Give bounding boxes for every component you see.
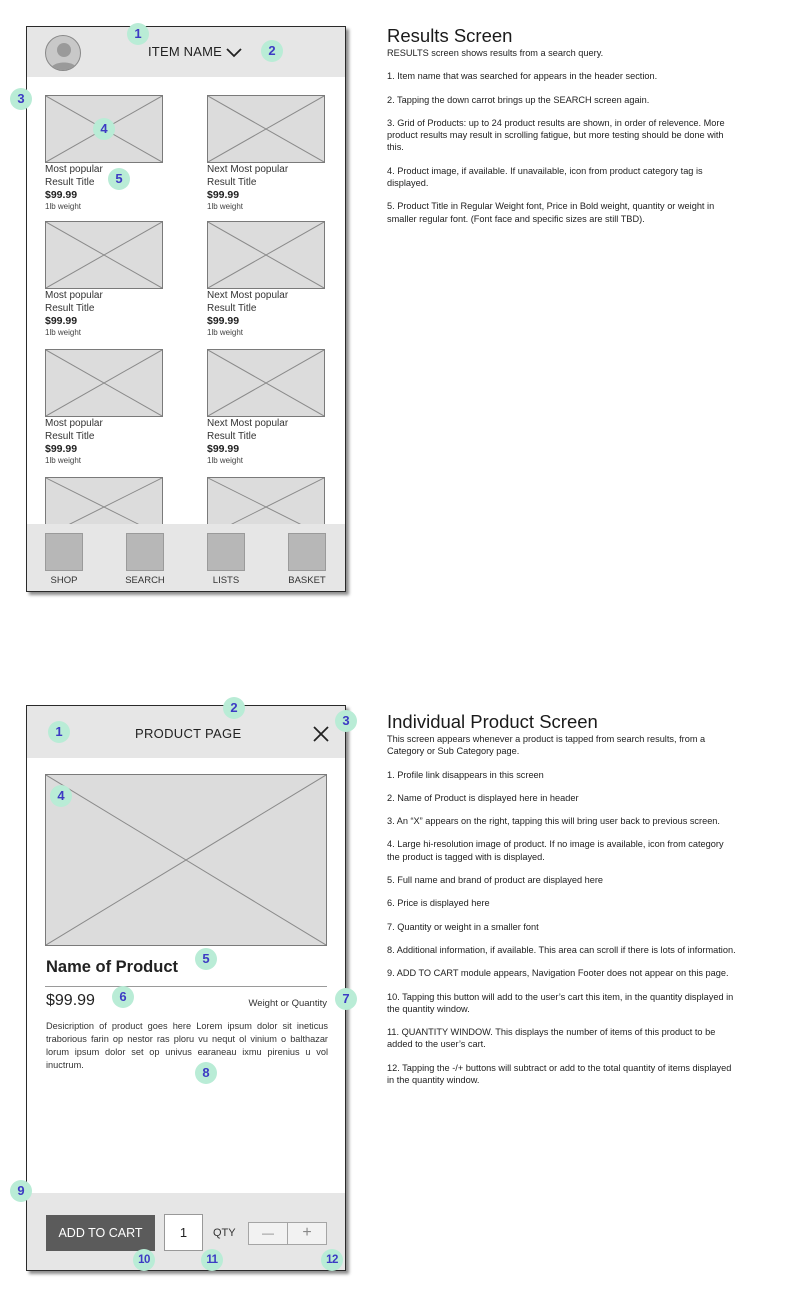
header-item-name: ITEM NAME [148, 44, 223, 59]
annotation-badge: 5 [195, 948, 217, 970]
product-card-text[interactable] [45, 290, 160, 338]
image-placeholder-icon [46, 350, 162, 416]
nav-search-label: SEARCH [125, 575, 165, 586]
annotation-badge: 1 [127, 23, 149, 45]
product-page-title: PRODUCT PAGE [135, 726, 242, 741]
image-placeholder-icon [208, 222, 324, 288]
avatar[interactable] [45, 35, 81, 71]
results-header [27, 27, 345, 77]
annotation-badge: 8 [195, 1062, 217, 1084]
product-title: Most popular [45, 164, 103, 175]
annotation-badge: 5 [108, 168, 130, 190]
note-item: 10. Tapping this button will add to the user’s cart this item, in the quantity displayed in the quantity window. [387, 991, 734, 1014]
note-item: 6. Price is displayed here [387, 898, 490, 909]
note-item: 2. Name of Product is displayed here in header [387, 792, 579, 803]
note-item: 3. Grid of Products: up to 24 product results are shown, in order of relevence. More product results may result in scrolling fatigue, but more testing should be done with this. [387, 117, 725, 153]
product-weight: 1lb weight [45, 455, 82, 465]
note-item: 7. Quantity or weight in a smaller font [387, 921, 539, 932]
product-title: Next Most popular [207, 418, 289, 429]
add-to-cart-module [27, 1193, 345, 1271]
close-icon[interactable] [312, 725, 330, 743]
chevron-down-icon[interactable] [225, 47, 243, 59]
lists-icon [207, 533, 245, 571]
product-price: $99.99 [46, 992, 95, 1009]
note-item: 5. Full name and brand of product are displayed here [387, 875, 604, 886]
annotation-badge: 2 [261, 40, 283, 62]
image-placeholder-icon [46, 775, 326, 945]
note-item: 8. Additional information, if available. This area can scroll if there is lots of information. [387, 944, 736, 955]
weight-or-quantity: Weight or Quantity [248, 998, 327, 1009]
product-title: Most popular [45, 418, 103, 429]
product-card-text[interactable] [207, 290, 322, 338]
results-screen-notes [387, 25, 737, 225]
note-item: 9. ADD TO CART module appears, Navigation Footer does not appear on this page. [387, 968, 729, 979]
product-title: Result Title [45, 430, 95, 442]
annotation-badge: 4 [50, 785, 72, 807]
product-price: $99.99 [45, 315, 78, 327]
nav-shop-label: SHOP [50, 575, 78, 586]
navigation-footer [27, 524, 345, 592]
product-title: Result Title [45, 302, 95, 314]
decrement-button[interactable] [249, 1223, 288, 1244]
product-title: Next Most popular [207, 164, 289, 175]
product-title: Most popular [45, 290, 103, 301]
annotation-badge: 3 [10, 88, 32, 110]
product-price: $99.99 [45, 189, 78, 201]
notes-title: Results Screen [387, 25, 513, 46]
annotation-badge: 9 [10, 1180, 32, 1202]
product-image[interactable] [45, 349, 163, 417]
product-price: $99.99 [45, 443, 78, 455]
annotation-badge: 6 [112, 986, 134, 1008]
profile-icon [46, 36, 81, 71]
results-screen-wireframe [26, 26, 346, 592]
product-weight: 1lb weight [207, 455, 244, 465]
quantity-window[interactable] [164, 1214, 203, 1251]
product-image[interactable] [207, 221, 325, 289]
basket-icon [288, 533, 326, 571]
annotation-badge: 1 [48, 721, 70, 743]
shop-icon [45, 533, 83, 571]
note-item: 1. Item name that was searched for appears in the header section. [387, 71, 658, 82]
product-weight: 1lb weight [207, 327, 244, 337]
plus-icon: + [302, 1224, 312, 1241]
note-item: 4. Large hi-resolution image of product. If no image is available, icon from category the product is tagged with is displayed. [387, 839, 724, 862]
product-price: $99.99 [207, 189, 240, 201]
product-image[interactable] [207, 349, 325, 417]
product-card-text[interactable] [207, 164, 322, 212]
product-card-text[interactable] [45, 418, 160, 466]
annotation-badge: 12 [321, 1249, 343, 1271]
product-card-text[interactable] [45, 164, 160, 212]
product-price: $99.99 [207, 315, 240, 327]
qty-label: QTY [213, 1227, 236, 1239]
annotation-badge: 3 [335, 710, 357, 732]
annotation-badge: 2 [223, 697, 245, 719]
product-weight: 1lb weight [207, 201, 244, 211]
note-item: 2. Tapping the down carrot brings up the SEARCH screen again. [387, 94, 650, 105]
note-item: 5. Product Title in Regular Weight font, Price in Bold weight, quantity or weight in smaller regular font. (Font face and specific sizes are still TBD). [387, 201, 715, 224]
product-card-text[interactable] [207, 418, 322, 466]
quantity-stepper [248, 1222, 327, 1245]
product-title: Next Most popular [207, 290, 289, 301]
product-screen-notes [387, 711, 737, 1086]
product-title: Result Title [45, 176, 95, 188]
product-title: Result Title [207, 176, 257, 188]
note-item: 1. Profile link disappears in this screen [387, 769, 544, 780]
increment-button[interactable] [288, 1223, 326, 1244]
minus-icon: — [262, 1226, 274, 1240]
annotation-badge: 4 [93, 118, 115, 140]
nav-basket-label: BASKET [288, 575, 326, 586]
divider [45, 986, 327, 987]
note-item: 3. An “X” appears on the right, tapping this will bring user back to previous screen. [387, 816, 720, 827]
annotation-badge: 10 [133, 1249, 155, 1271]
product-title: Result Title [207, 302, 257, 314]
note-item: 4. Product image, if available. If unavailable, icon from product category tag is displayed. [387, 165, 703, 189]
product-header [27, 706, 345, 758]
notes-title: Individual Product Screen [387, 711, 598, 732]
product-title: Result Title [207, 430, 257, 442]
product-weight: 1lb weight [45, 327, 82, 337]
notes-intro: RESULTS screen shows results from a search query. [387, 48, 604, 58]
add-to-cart-label: ADD TO CART [58, 1226, 143, 1240]
note-item: 12. Tapping the -/+ buttons will subtract or add to the total quantity of items displayed in the quantity window. [387, 1062, 732, 1086]
product-image[interactable] [45, 221, 163, 289]
image-placeholder-icon [208, 96, 324, 162]
quantity-value: 1 [179, 1225, 188, 1240]
product-image[interactable] [207, 95, 325, 163]
product-hero-image [45, 774, 327, 946]
product-name: Name of Product [46, 958, 179, 976]
note-item: 11. QUANTITY WINDOW. This displays the number of items of this product to be added to the user’s cart. [387, 1027, 716, 1050]
product-price: $99.99 [207, 443, 240, 455]
image-placeholder-icon [208, 350, 324, 416]
image-placeholder-icon [46, 222, 162, 288]
product-screen-wireframe [26, 705, 346, 1271]
product-description: Desicription of product goes here Lorem ipsum dolor sit ineticus traborious farin op nestor ras ploru vu nequt ol vinium o balthazar lorum ipsum dolor set op univus earaneau ixmu pirenius u vol inuctrum. [46, 1021, 328, 1070]
notes-intro: This screen appears whenever a product is tapped from search results, from a Category or Sub Category page. [387, 734, 706, 757]
annotation-badge: 7 [335, 988, 357, 1010]
nav-lists-label: LISTS [212, 575, 240, 586]
product-weight: 1lb weight [45, 201, 82, 211]
search-icon [126, 533, 164, 571]
add-to-cart-button[interactable] [46, 1215, 155, 1251]
annotation-badge: 11 [201, 1249, 223, 1271]
